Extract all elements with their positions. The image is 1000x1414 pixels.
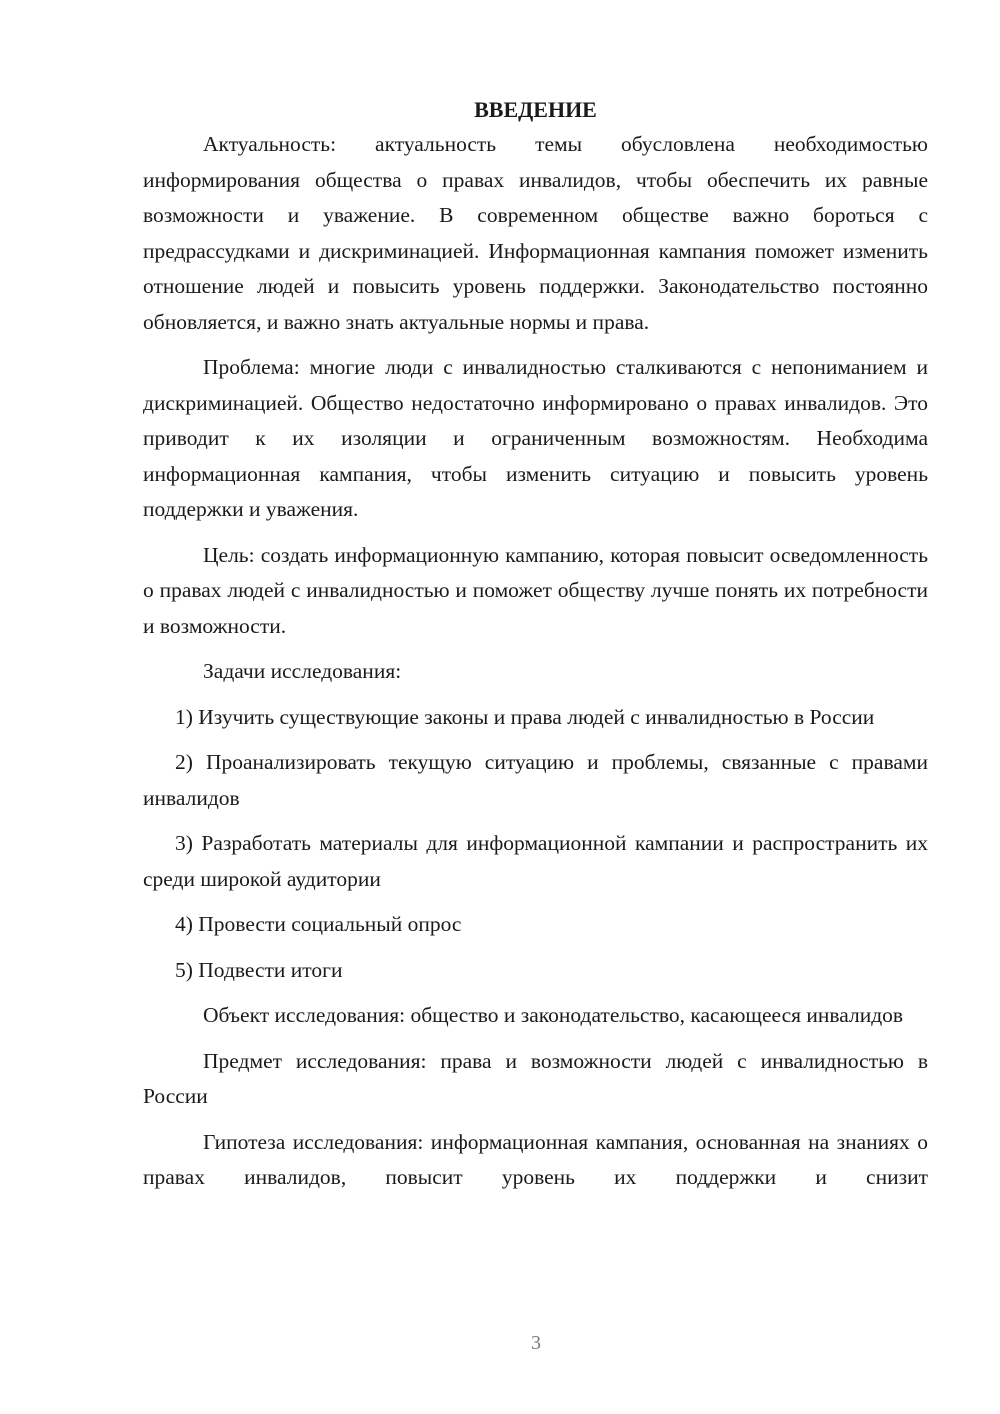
hypothesis-paragraph: Гипотеза исследования: информационная кампания, основанная на знаниях о правах инвалидов, повысит уровень их поддержки и снизит bbox=[143, 1129, 928, 1189]
page-number: 3 bbox=[531, 1332, 541, 1354]
section-title: ВВЕДЕНИЕ bbox=[474, 97, 597, 122]
relevance-paragraph: Актуальность: актуальность темы обусловлена необходимостью информирования общества о правах инвалидов, чтобы обеспечить их равные возможности и уважение. В современном обществе важно бороться с предрассудками и дискриминацией. Информационная кампания поможет изменить отношение людей и повысить уровень поддержки. Законодательство постоянно обновляется, и важно знать актуальные нормы и права. bbox=[143, 132, 928, 334]
subject-paragraph: Предмет исследования: права и возможности людей с инвалидностью в России bbox=[143, 1048, 928, 1108]
object-paragraph: Объект исследования: общество и законодательство, касающееся инвалидов bbox=[203, 1003, 904, 1027]
tasks-list bbox=[143, 700, 928, 989]
task-item: 3) Разработать материалы для информационной кампании и распространить их среди широкой аудитории bbox=[143, 831, 928, 891]
goal-paragraph: Цель: создать информационную кампанию, которая повысит осведомленность о правах людей с инвалидностью и поможет обществу лучше понять их потребности и возможности. bbox=[143, 542, 928, 638]
task-item: 1) Изучить существующие законы и права людей с инвалидностью в России bbox=[175, 704, 875, 729]
task-item: 5) Подвести итоги bbox=[175, 957, 343, 982]
tasks-heading: Задачи исследования: bbox=[203, 659, 402, 683]
problem-paragraph: Проблема: многие люди с инвалидностью сталкиваются с непониманием и дискриминацией. Общество недостаточно информировано о правах инвалидов. Это приводит к их изоляции и ограниченным возможностям. Необходима информационная кампания, чтобы изменить ситуацию и повысить уровень поддержки и уважения. bbox=[143, 355, 928, 521]
page-content bbox=[143, 92, 928, 1196]
task-item: 4) Провести социальный опрос bbox=[175, 912, 462, 936]
task-item: 2) Проанализировать текущую ситуацию и проблемы, связанные с правами инвалидов bbox=[143, 750, 928, 810]
